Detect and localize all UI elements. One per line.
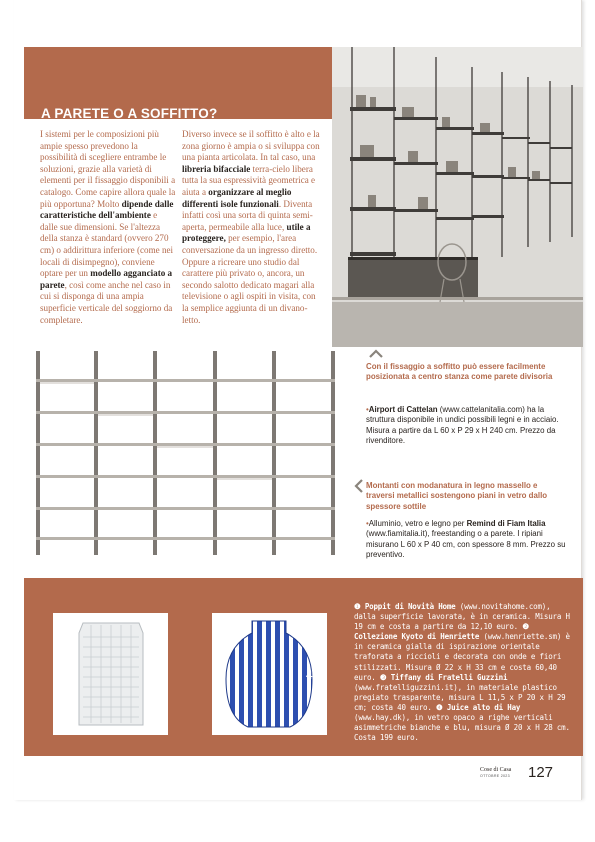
product-pre-remind: Alluminio, vetro e legno per [368, 519, 467, 528]
remind-shelf-illustration [32, 349, 341, 557]
body-text: . Diventa infatti così una sorta di quinta semi-aperta, permeabile alla luce, [182, 198, 313, 232]
vase-number-3: 3 [153, 668, 160, 682]
vase-3-image [53, 613, 168, 735]
emphasis-text: modello agganciato a parete [40, 268, 173, 290]
room-shelving-illustration [332, 47, 583, 347]
section-title: A PARETE O A SOFFITTO? [41, 106, 218, 121]
emphasis-text: dipende dalle caratteristiche dell'ambiente [40, 198, 174, 221]
product-name-remind: Remind di Fiam Italia [466, 519, 546, 528]
body-text: I sistemi per le composizioni più ampie spesso prevedono la possibilità di scegliere entrambe le soluzioni, grazie alla varietà di elementi per il fissaggio disponibili a catalogo. Come capire allora quale la più opportuna? Molto [40, 129, 176, 209]
room-photo [332, 47, 583, 347]
body-text: Diverso invece se il soffitto è alto e la zona giorno è ampia o si sviluppa con una pianta articolata. In tal caso, una [182, 129, 320, 163]
article-column-1 [40, 129, 176, 326]
caption-airport [366, 405, 566, 446]
product-text-remind: (www.fiamitalia.it), freestanding o a parete. I ripiani misurano L 60 x P 40 cm, con spessore 8 mm. Prezzo su preventivo. [366, 529, 566, 559]
article-column-2 [182, 129, 324, 326]
magazine-name: Cose di Casa [480, 767, 512, 773]
title-underline [41, 122, 331, 123]
bullet-icon: • [366, 519, 369, 528]
body-text: terra-cielo libera tutta la sua espressività geometrica e aiuta a [182, 163, 316, 197]
body-text: , così come anche nel caso in cui si disponga di una ampia superficie verticale del soggiorno da completare. [40, 279, 173, 325]
chevron-up-icon [369, 349, 383, 359]
body-text: (www.henriette.sm) è in ceramica gialla di ispirazione orientale traforata a riccioli e decorata con onde e fiori stilizzati. Misura Ø 22 x H 33 cm e costa 60,40 euro. [354, 632, 570, 682]
products-description [354, 602, 576, 743]
body-text: e dalle sue dimensioni. Se l'altezza della stanza è standard (ovvero 270 cm) o addirittura inferiore (come nei locali di disimpegno), conviene optare per un [40, 210, 174, 279]
vase-number-4: 4 [306, 668, 313, 682]
body-text: (www.fratelliguzzini.it), in materiale plastico pregiato trasparente, misura L 11,5 x P 20 x H 29 cm; costa 40 euro. [354, 682, 566, 712]
emphasis-text: ❹ Juice alto di Hay [436, 702, 521, 712]
page-number: 127 [528, 764, 554, 781]
emphasis-text: organizzare al meglio differenti isole funzionali [182, 186, 292, 209]
product-text-airport: (www.cattelanitalia.com) ha la struttura disponibile in undici possibili legni e in acciaio. Misura a partire da L 60 x P 29 x H 240 cm. Prezzo da rivenditore. [366, 405, 559, 445]
body-text: (www.hay.dk), in vetro opaco a righe verticali asimmetriche bianche e blu, misura Ø 20 x H 28 cm. Costa 199 euro. [354, 713, 570, 743]
body-text: per esempio, l'area conversazione da un ingresso diretto. Oppure a ricreare uno studio dal carattere più privato o, ancora, un secondo salotto dedicato magari alla televisione o agli ospiti in visita, con la semplice aggiunta di un divano-letto. [182, 233, 318, 325]
emphasis-text: ❶ Poppit di Novità Home [354, 602, 456, 611]
body-text: (www.novitahome.com), dalla superficie lavorata, è in ceramica. Misura H 19 cm e costa a partire da 12,10 euro. [354, 602, 570, 632]
emphasis-text: ❷ Collezione Kyoto di Henriette [354, 622, 529, 642]
product-name-airport: Airport di Cattelan [368, 405, 438, 414]
chevron-left-icon [354, 479, 364, 493]
shelf-product-image [32, 349, 341, 557]
caption-heading-airport: Con il fissaggio a soffitto può essere facilmente posizionata a centro stanza come parete divisoria [366, 362, 553, 382]
emphasis-text: utile a proteggere, [182, 221, 311, 244]
tiffany-vase-illustration [53, 613, 168, 735]
bullet-icon: • [366, 405, 369, 414]
issue-date: OTTOBRE 2023 [480, 774, 510, 778]
caption-remind [366, 519, 566, 560]
emphasis-text: libreria bifacciale [182, 163, 251, 174]
emphasis-text: ❸ Tiffany di Fratelli Guzzini [379, 672, 508, 682]
caption-heading-remind: Montanti con modanatura in legno massello e traversi metallici sostengono piani in vetro dallo spessore sottile [366, 481, 548, 511]
